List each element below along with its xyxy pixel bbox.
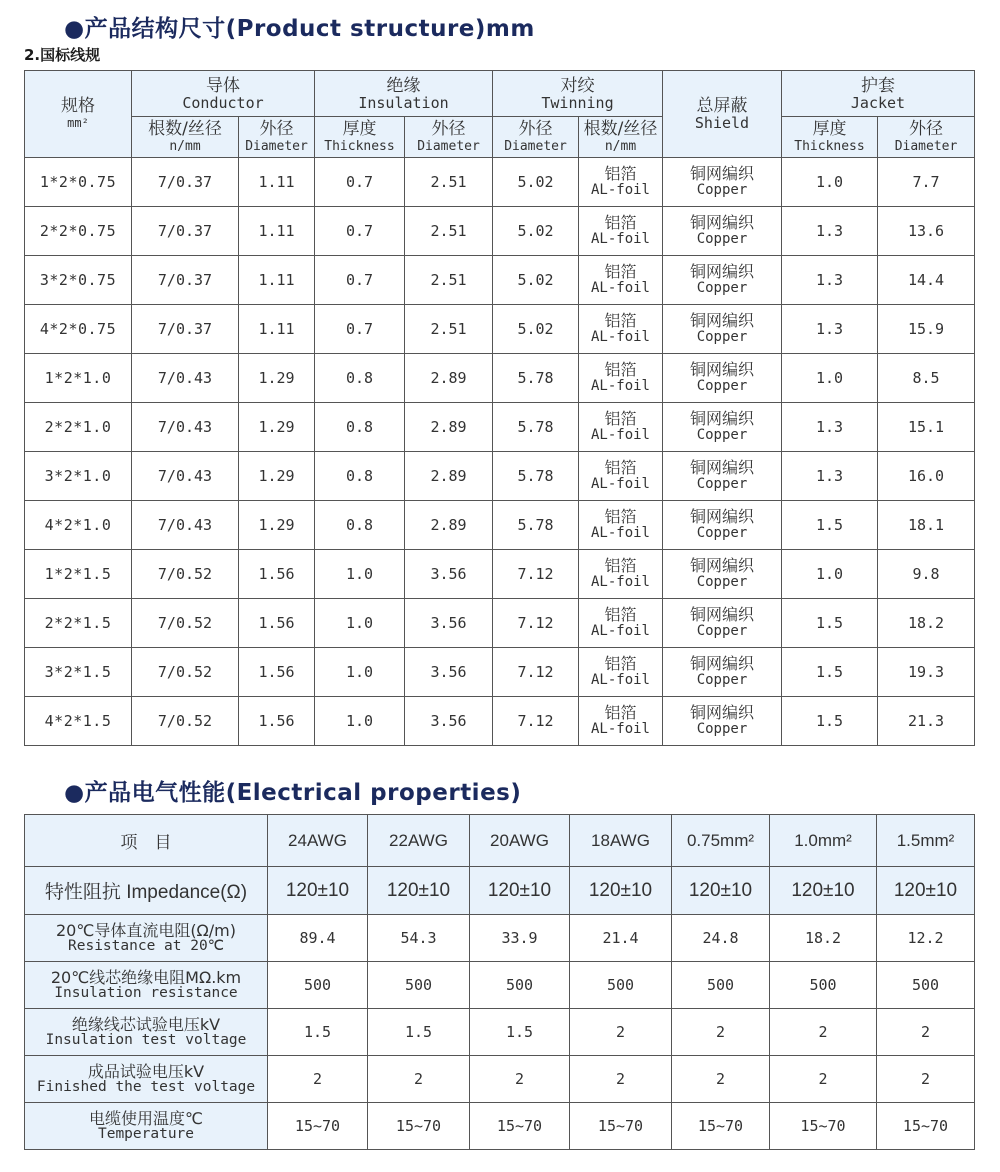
impedance-value: 120±10 [368, 867, 470, 915]
property-value: 15~70 [770, 1103, 877, 1150]
property-value: 21.4 [570, 915, 672, 962]
property-label-zh: 20℃线芯绝缘电阻MΩ.km [50, 968, 242, 987]
table-cell: 1.3 [782, 403, 878, 452]
cell-en: AL-foil [590, 623, 650, 639]
table-cell: 1.0 [315, 599, 405, 648]
cell-zh: 铝箔 [604, 360, 637, 379]
table-cell: 1.29 [239, 354, 315, 403]
property-value: 15~70 [570, 1103, 672, 1150]
table-cell: 1.5 [782, 599, 878, 648]
table-cell: 7.12 [493, 697, 579, 746]
shield-cell [663, 305, 782, 354]
impedance-value: 120±10 [770, 867, 877, 915]
property-value: 500 [877, 962, 975, 1009]
table-cell: 1.5 [782, 501, 878, 550]
table-row [25, 158, 975, 207]
property-label-zh: 绝缘线芯试验电压kV [71, 1015, 221, 1034]
table-cell: 1*2*1.5 [25, 550, 132, 599]
impedance-value: 120±10 [268, 867, 368, 915]
table-cell: 1.11 [239, 305, 315, 354]
table-cell: 7/0.37 [132, 256, 239, 305]
shield-cell [663, 207, 782, 256]
table-cell: 1.56 [239, 697, 315, 746]
property-value: 2 [368, 1056, 470, 1103]
table-cell: 18.2 [878, 599, 975, 648]
cell-zh: 铜网编织 [689, 458, 754, 477]
shield-cell [663, 501, 782, 550]
table-cell: 7/0.52 [132, 697, 239, 746]
table-cell: 19.3 [878, 648, 975, 697]
cell-zh: 铝箔 [604, 605, 637, 624]
property-value: 500 [672, 962, 770, 1009]
table-cell: 3.56 [405, 648, 493, 697]
shield-cell [663, 697, 782, 746]
table-cell: 2*2*1.0 [25, 403, 132, 452]
table-cell: 2*2*1.5 [25, 599, 132, 648]
table-cell: 2.51 [405, 256, 493, 305]
cell-en: Copper [696, 525, 748, 541]
header-conductor: 导体 Conductor [132, 71, 315, 117]
table-cell: 7/0.52 [132, 648, 239, 697]
table-cell: 0.7 [315, 256, 405, 305]
subheader-cell: 厚度 Thickness [782, 117, 878, 158]
cell-zh: 铝箔 [604, 311, 637, 330]
cell-en: Copper [696, 329, 748, 345]
subheader-cell: 外径 Diameter [493, 117, 579, 158]
cell-zh: 铝箔 [604, 262, 637, 281]
table-cell: 5.78 [493, 354, 579, 403]
table-cell: 1.56 [239, 648, 315, 697]
property-label-en: Resistance at 20℃ [68, 938, 224, 954]
cell-zh: 铝箔 [604, 703, 637, 722]
cell-en: AL-foil [590, 378, 650, 394]
table-row [25, 452, 975, 501]
property-value: 15~70 [672, 1103, 770, 1150]
property-value: 89.4 [268, 915, 368, 962]
cell-en: AL-foil [590, 476, 650, 492]
cell-zh: 铜网编织 [689, 556, 754, 575]
cell-zh: 铝箔 [604, 213, 637, 232]
header-gauge: 1.0mm² [770, 815, 877, 867]
cell-en: Copper [696, 280, 748, 296]
electrical-section-title: ●产品电气性能(Electrical properties) [64, 780, 522, 806]
table-cell: 0.8 [315, 403, 405, 452]
table-cell: 0.7 [315, 158, 405, 207]
impedance-value: 120±10 [877, 867, 975, 915]
subheader-cell: 外径 Diameter [239, 117, 315, 158]
cell-en: AL-foil [590, 672, 650, 688]
structure-section-title: ●产品结构尺寸(Product structure)mm [64, 16, 535, 42]
table-cell: 13.6 [878, 207, 975, 256]
cell-zh: 铜网编织 [689, 703, 754, 722]
impedance-row [25, 867, 975, 915]
table-cell: 2.51 [405, 158, 493, 207]
twinning-shield-cell [579, 550, 663, 599]
table-cell: 2.89 [405, 354, 493, 403]
table-cell: 7/0.52 [132, 550, 239, 599]
cell-en: Copper [696, 476, 748, 492]
cell-zh: 铜网编织 [689, 311, 754, 330]
table-cell: 3.56 [405, 599, 493, 648]
structure-table [24, 70, 975, 746]
property-value: 500 [368, 962, 470, 1009]
table-cell: 9.8 [878, 550, 975, 599]
property-label [25, 962, 268, 1009]
cell-en: AL-foil [590, 574, 650, 590]
table-cell: 2.51 [405, 207, 493, 256]
cell-zh: 铜网编织 [689, 360, 754, 379]
table-cell: 1.56 [239, 550, 315, 599]
table-cell: 16.0 [878, 452, 975, 501]
table-cell: 1.29 [239, 501, 315, 550]
table-cell: 7/0.37 [132, 207, 239, 256]
cell-en: AL-foil [590, 231, 650, 247]
impedance-value: 120±10 [672, 867, 770, 915]
table-cell: 5.02 [493, 207, 579, 256]
electrical-header-row [25, 815, 975, 867]
table-cell: 1.3 [782, 452, 878, 501]
table-cell: 1.56 [239, 599, 315, 648]
impedance-value: 120±10 [570, 867, 672, 915]
property-value: 15~70 [470, 1103, 570, 1150]
table-cell: 1.3 [782, 256, 878, 305]
cell-zh: 铝箔 [604, 556, 637, 575]
table-cell: 2.89 [405, 452, 493, 501]
shield-cell [663, 158, 782, 207]
subheader-cell: 外径 Diameter [878, 117, 975, 158]
header-gauge: 24AWG [268, 815, 368, 867]
property-value: 2 [877, 1009, 975, 1056]
header-gauge: 18AWG [570, 815, 672, 867]
twinning-shield-cell [579, 403, 663, 452]
twinning-shield-cell [579, 158, 663, 207]
twinning-shield-cell [579, 501, 663, 550]
table-row [25, 305, 975, 354]
table-row [25, 207, 975, 256]
table-cell: 7.7 [878, 158, 975, 207]
cell-en: AL-foil [590, 525, 650, 541]
property-value: 24.8 [672, 915, 770, 962]
property-label-en: Insulation resistance [54, 985, 238, 1001]
table-row [25, 1009, 975, 1056]
cell-en: AL-foil [590, 280, 650, 296]
table-cell: 1.0 [782, 354, 878, 403]
subheader-cell: 根数/丝径 n/mm [132, 117, 239, 158]
table-cell: 1.5 [782, 697, 878, 746]
property-value: 500 [770, 962, 877, 1009]
table-cell: 3*2*0.75 [25, 256, 132, 305]
cell-en: AL-foil [590, 182, 650, 198]
property-value: 2 [470, 1056, 570, 1103]
table-cell: 4*2*1.0 [25, 501, 132, 550]
cell-en: Copper [696, 231, 748, 247]
twinning-shield-cell [579, 354, 663, 403]
table-row [25, 1056, 975, 1103]
property-value: 500 [470, 962, 570, 1009]
table-cell: 5.78 [493, 403, 579, 452]
subheader-cell: 厚度 Thickness [315, 117, 405, 158]
property-label-en: Temperature [97, 1126, 195, 1142]
header-gauge: 0.75mm² [672, 815, 770, 867]
table-row [25, 256, 975, 305]
property-value: 2 [770, 1009, 877, 1056]
electrical-table-body [25, 867, 975, 1150]
table-cell: 2.89 [405, 403, 493, 452]
cell-en: Copper [696, 378, 748, 394]
subheader-cell: 根数/丝径 n/mm [579, 117, 663, 158]
property-label [25, 1009, 268, 1056]
twinning-shield-cell [579, 305, 663, 354]
cell-en: Copper [696, 574, 748, 590]
table-cell: 3.56 [405, 550, 493, 599]
table-row [25, 915, 975, 962]
cell-en: AL-foil [590, 721, 650, 737]
property-value: 2 [877, 1056, 975, 1103]
table-cell: 7.12 [493, 648, 579, 697]
cell-en: Copper [696, 623, 748, 639]
table-cell: 1.5 [782, 648, 878, 697]
gauge-subtitle: 2.国标线规 [24, 46, 101, 64]
cell-zh: 铜网编织 [689, 262, 754, 281]
cell-zh: 铝箔 [604, 507, 637, 526]
property-label-zh: 成品试验电压kV [87, 1062, 205, 1081]
table-cell: 7/0.43 [132, 354, 239, 403]
table-cell: 3*2*1.5 [25, 648, 132, 697]
property-value: 18.2 [770, 915, 877, 962]
header-spec: 规格 mm² [25, 71, 132, 158]
header-jacket: 护套 Jacket [782, 71, 975, 117]
table-cell: 7/0.37 [132, 305, 239, 354]
table-cell: 1.0 [782, 550, 878, 599]
table-cell: 3*2*1.0 [25, 452, 132, 501]
property-value: 2 [268, 1056, 368, 1103]
property-value: 15~70 [368, 1103, 470, 1150]
table-cell: 1.0 [782, 158, 878, 207]
table-cell: 0.8 [315, 452, 405, 501]
table-cell: 5.78 [493, 501, 579, 550]
cell-zh: 铜网编织 [689, 409, 754, 428]
cell-zh: 铜网编织 [689, 164, 754, 183]
property-value: 2 [570, 1009, 672, 1056]
table-row [25, 697, 975, 746]
property-label [25, 1103, 268, 1150]
cell-en: AL-foil [590, 329, 650, 345]
table-cell: 18.1 [878, 501, 975, 550]
table-cell: 0.8 [315, 354, 405, 403]
table-cell: 1.3 [782, 207, 878, 256]
subheader-cell: 外径 Diameter [405, 117, 493, 158]
cell-zh: 铜网编织 [689, 605, 754, 624]
table-cell: 1.29 [239, 452, 315, 501]
shield-cell [663, 599, 782, 648]
property-value: 2 [570, 1056, 672, 1103]
cell-en: AL-foil [590, 427, 650, 443]
header-twinning: 对绞 Twinning [493, 71, 663, 117]
table-cell: 5.78 [493, 452, 579, 501]
twinning-shield-cell [579, 452, 663, 501]
shield-cell [663, 354, 782, 403]
property-value: 54.3 [368, 915, 470, 962]
cell-zh: 铝箔 [604, 164, 637, 183]
cell-en: Copper [696, 182, 748, 198]
property-value: 15~70 [877, 1103, 975, 1150]
property-value: 1.5 [268, 1009, 368, 1056]
table-row [25, 1103, 975, 1150]
property-label-zh: 电缆使用温度℃ [89, 1109, 203, 1128]
cell-zh: 铝箔 [604, 458, 637, 477]
table-cell: 1.11 [239, 256, 315, 305]
table-cell: 1*2*0.75 [25, 158, 132, 207]
twinning-shield-cell [579, 697, 663, 746]
shield-cell [663, 403, 782, 452]
table-row [25, 648, 975, 697]
cell-zh: 铝箔 [604, 409, 637, 428]
property-value: 500 [268, 962, 368, 1009]
table-cell: 2.89 [405, 501, 493, 550]
table-row [25, 599, 975, 648]
header-item: 项 目 [25, 815, 268, 867]
impedance-label: 特性阻抗 Impedance(Ω) [25, 867, 268, 915]
header-insulation: 绝缘 Insulation [315, 71, 493, 117]
table-cell: 2*2*0.75 [25, 207, 132, 256]
table-row [25, 403, 975, 452]
table-cell: 7/0.43 [132, 501, 239, 550]
shield-cell [663, 452, 782, 501]
table-cell: 0.7 [315, 207, 405, 256]
table-cell: 7.12 [493, 550, 579, 599]
table-cell: 8.5 [878, 354, 975, 403]
structure-table-body [25, 158, 975, 746]
table-cell: 7/0.43 [132, 452, 239, 501]
table-cell: 15.9 [878, 305, 975, 354]
property-value: 33.9 [470, 915, 570, 962]
table-cell: 1.3 [782, 305, 878, 354]
table-cell: 15.1 [878, 403, 975, 452]
table-cell: 4*2*1.5 [25, 697, 132, 746]
impedance-value: 120±10 [470, 867, 570, 915]
cell-en: Copper [696, 672, 748, 688]
property-value: 12.2 [877, 915, 975, 962]
table-cell: 7/0.52 [132, 599, 239, 648]
table-row [25, 501, 975, 550]
table-row [25, 962, 975, 1009]
table-cell: 1.11 [239, 207, 315, 256]
table-cell: 1.0 [315, 697, 405, 746]
cell-en: Copper [696, 427, 748, 443]
shield-cell [663, 648, 782, 697]
header-gauge: 1.5mm² [877, 815, 975, 867]
shield-cell [663, 256, 782, 305]
property-label-en: Insulation test voltage [45, 1032, 247, 1048]
twinning-shield-cell [579, 599, 663, 648]
header-gauge: 20AWG [470, 815, 570, 867]
cell-zh: 铜网编织 [689, 654, 754, 673]
header-shield: 总屏蔽 Shield [663, 71, 782, 158]
table-cell: 3.56 [405, 697, 493, 746]
table-cell: 21.3 [878, 697, 975, 746]
property-value: 2 [770, 1056, 877, 1103]
property-value: 1.5 [470, 1009, 570, 1056]
property-label-zh: 20℃导体直流电阻(Ω/m) [55, 921, 237, 940]
table-cell: 7.12 [493, 599, 579, 648]
table-cell: 1*2*1.0 [25, 354, 132, 403]
table-cell: 0.7 [315, 305, 405, 354]
twinning-shield-cell [579, 256, 663, 305]
cell-zh: 铜网编织 [689, 507, 754, 526]
table-cell: 14.4 [878, 256, 975, 305]
electrical-table [24, 814, 975, 1150]
table-cell: 1.0 [315, 550, 405, 599]
property-value: 2 [672, 1009, 770, 1056]
twinning-shield-cell [579, 648, 663, 697]
table-row [25, 550, 975, 599]
shield-cell [663, 550, 782, 599]
cell-en: Copper [696, 721, 748, 737]
table-cell: 1.11 [239, 158, 315, 207]
property-label-en: Finished the test voltage [36, 1079, 256, 1095]
property-label [25, 915, 268, 962]
table-cell: 1.29 [239, 403, 315, 452]
property-value: 1.5 [368, 1009, 470, 1056]
table-cell: 4*2*0.75 [25, 305, 132, 354]
table-cell: 5.02 [493, 256, 579, 305]
cell-zh: 铜网编织 [689, 213, 754, 232]
property-value: 15~70 [268, 1103, 368, 1150]
property-label [25, 1056, 268, 1103]
table-cell: 5.02 [493, 305, 579, 354]
table-cell: 5.02 [493, 158, 579, 207]
table-row [25, 354, 975, 403]
table-cell: 7/0.43 [132, 403, 239, 452]
header-gauge: 22AWG [368, 815, 470, 867]
property-value: 500 [570, 962, 672, 1009]
table-cell: 7/0.37 [132, 158, 239, 207]
twinning-shield-cell [579, 207, 663, 256]
table-cell: 2.51 [405, 305, 493, 354]
property-value: 2 [672, 1056, 770, 1103]
table-cell: 0.8 [315, 501, 405, 550]
cell-zh: 铝箔 [604, 654, 637, 673]
table-cell: 1.0 [315, 648, 405, 697]
